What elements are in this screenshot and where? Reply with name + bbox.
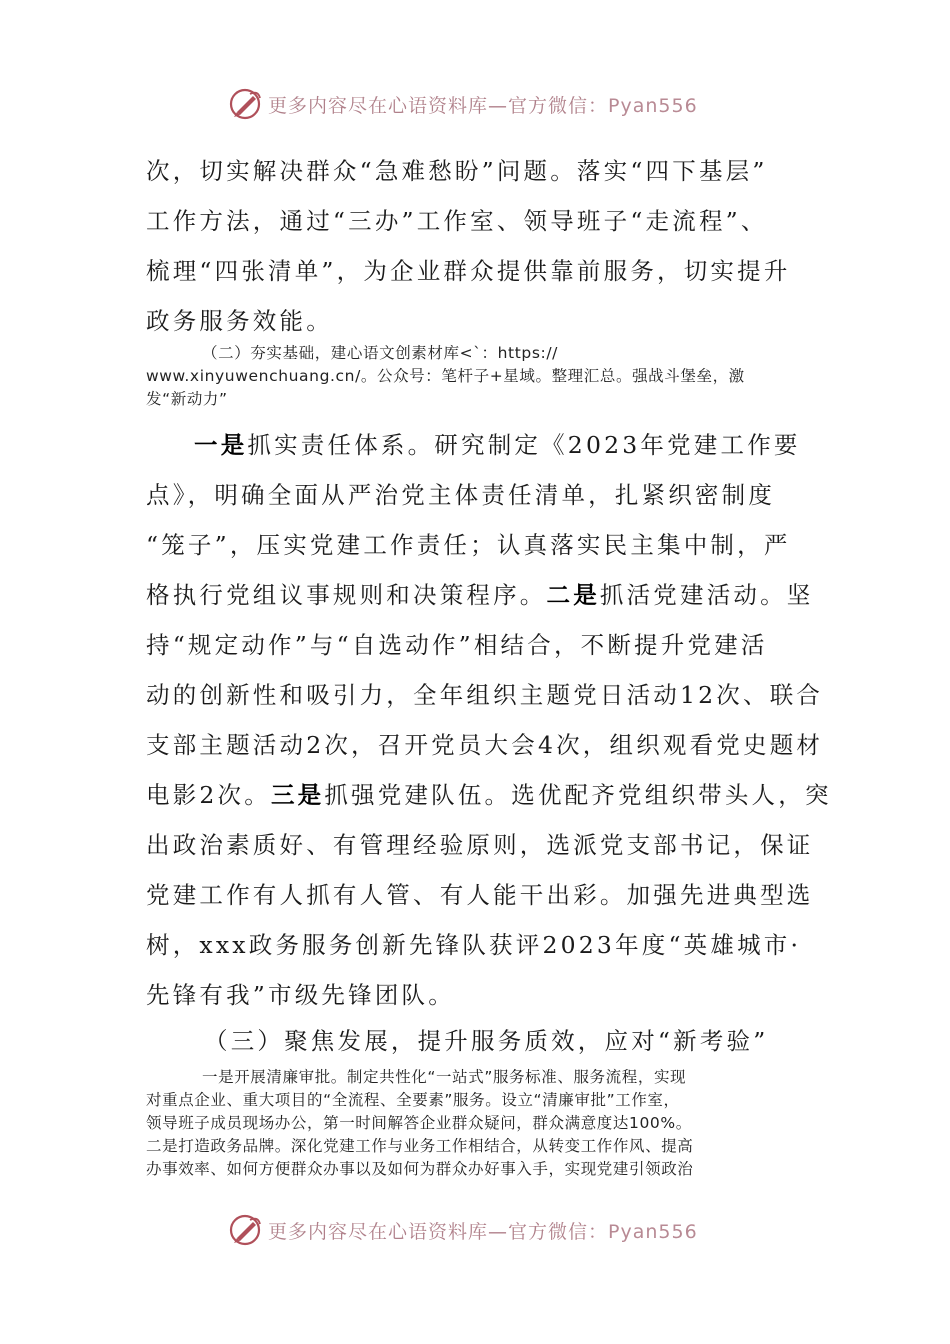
text-line [146,570,816,620]
text-line: 党建工作有人抓有人管、有人能干出彩。加强先进典型选 [146,881,814,909]
paragraph-intro [146,146,816,346]
footer-banner-label: 更多内容尽在心语资料库—官方微信： [268,1220,609,1243]
paragraph-party-building [146,420,832,1020]
header-wechat-id: Pyan556 [608,94,698,117]
text-line: 梳理“四张清单”，为企业群众提供靠前服务，切实提升 [146,257,791,285]
text-line: 次，切实解决群众“急难愁盼”问题。落实“四下基层” [146,157,768,185]
bold-marker: 一是 [194,431,248,459]
section-heading-3 [146,1016,816,1066]
text-line: 政务服务效能。 [146,307,333,335]
paragraph-service [146,1066,816,1181]
section-heading-2 [146,342,816,411]
text-line: （三）聚焦发展，提升服务质效，应对“新考验” [204,1027,769,1055]
header-banner [228,84,748,124]
header-banner-label: 更多内容尽在心语资料库—官方微信： [268,94,609,117]
text-span: 格执行党组议事规则和决策程序。 [146,581,547,609]
text-line: 先锋有我”市级先锋团队。 [146,981,455,1009]
bold-marker: 三是 [270,781,325,809]
text-line: “笼子”，压实党建工作责任；认真落实民主集中制，严 [146,531,791,559]
text-line: 一是开展清廉审批。制定共性化“一站式”服务标准、服务流程，实现 [202,1068,687,1086]
footer-banner-text [268,1217,698,1244]
text-span: 抓活党建活动。坚 [599,581,814,609]
text-span: 抓强党建队伍。选优配齐党组织带头人，突 [324,781,832,809]
text-line: www.xinyuwenchuang.cn/。公众号：笔杆子+星域。整理汇总。强战斗堡垒，激 [146,367,745,385]
text-line [146,770,832,820]
pen-logo-icon [228,86,264,122]
header-banner-text [268,91,698,118]
text-line: 持“规定动作”与“自选动作”相结合，不断提升党建活 [146,631,768,659]
footer-banner [228,1210,748,1250]
text-line: 树，xxx政务服务创新先锋队获评2023年度“英雄城市· [146,931,802,959]
text-line: 工作方法，通过“三办”工作室、领导班子“走流程”、 [146,207,768,235]
text-line: 发“新动力” [146,390,228,408]
text-line: 动的创新性和吸引力，全年组织主题党日活动12次、联合 [146,681,824,709]
text-line: 点》，明确全面从严治党主体责任清单，扎紧织密制度 [146,481,776,509]
text-line: 出政治素质好、有管理经验原则，选派党支部书记，保证 [146,831,814,859]
text-line: 办事效率、如何方便群众办事以及如何为群众办好事入手，实现党建引领政治 [146,1160,694,1178]
bold-marker: 二是 [546,581,600,609]
text-line: 支部主题活动2次，召开党员大会4次，组织观看党史题材 [146,731,824,759]
text-line: （二）夯实基础，建心语文创素材库<`：https:// [202,344,558,362]
footer-wechat-id: Pyan556 [608,1220,698,1243]
text-line [146,420,816,470]
text-span: 抓实责任体系。研究制定《2023年党建工作要 [247,431,801,459]
text-line: 领导班子成员现场办公，第一时间解答企业群众疑问，群众满意度达100%。 [146,1114,692,1132]
text-line: 对重点企业、重大项目的“全流程、全要素”服务。设立“清廉审批”工作室， [146,1091,680,1109]
pen-logo-icon [228,1212,264,1248]
text-span: 电影2次。 [146,781,271,809]
text-line: 二是打造政务品牌。深化党建工作与业务工作相结合，从转变工作作风、提高 [146,1137,694,1155]
